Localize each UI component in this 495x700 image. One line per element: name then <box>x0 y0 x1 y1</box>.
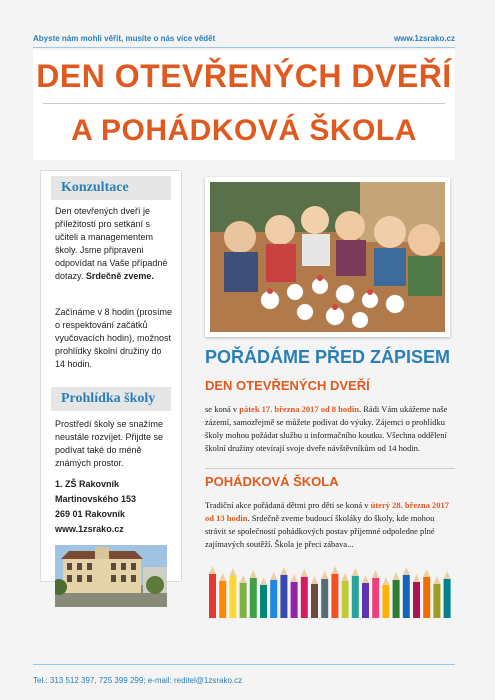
pencil-tip <box>240 575 247 583</box>
pencil-tip <box>270 572 277 580</box>
pencil-body <box>301 577 308 618</box>
section2-post: . Srdečně zveme budoucí školáky do školy, kde mohou strávit se společností pohádkových postav příjemné odpoledne plné zajímavých soutěží. Škola je přeci zábava... <box>205 513 435 549</box>
pencil-body <box>229 576 236 618</box>
pencil-body <box>250 578 257 618</box>
pencil-tip <box>321 571 328 579</box>
section1-heading: DEN OTEVŘENÝCH DVEŘÍ <box>205 378 370 393</box>
konzultace-text <box>55 205 173 283</box>
pencil-tip <box>219 573 226 581</box>
section2-heading: POHÁDKOVÁ ŠKOLA <box>205 474 339 489</box>
section1-pre: se koná v <box>205 404 238 414</box>
pencil-tip <box>393 572 400 580</box>
pencil-body <box>423 577 430 618</box>
pencil-body <box>403 575 410 618</box>
konzultace-invite: Srdečně zveme. <box>85 271 154 281</box>
address-line-1: 1. ZŠ Rakovník <box>55 479 120 489</box>
pencil-body <box>331 574 338 618</box>
pencil-body <box>219 581 226 618</box>
title-banner <box>33 50 455 160</box>
title-line-1: DEN OTEVŘENÝCH DVEŘÍ <box>36 58 452 94</box>
section-divider <box>205 468 455 469</box>
top-bar <box>33 34 455 48</box>
pencil-tip <box>372 570 379 578</box>
pencil-tip <box>413 574 420 582</box>
konzultace-body: Den otevřených dveří je příležitostí pro setkání s učiteli a managementem školy. Jsme připraveni odpovídat na Vaše případné dotazy. <box>55 206 168 281</box>
pencil-body <box>311 584 318 618</box>
pencils-illustration <box>205 558 455 618</box>
school-building-photo <box>55 545 167 607</box>
pencil-tip <box>433 576 440 584</box>
hours-text: Začínáme v 8 hodin (prosíme o respektování začátků vyučovacích hodin), možnost prohlídky školní družiny do 14 hodin. <box>55 307 173 369</box>
pencil-tip <box>362 575 369 583</box>
pencil-body <box>280 575 287 618</box>
pencil-body <box>444 579 451 618</box>
pencil-body <box>321 579 328 618</box>
title-line-2: A POHÁDKOVÁ ŠKOLA <box>71 114 417 147</box>
section2-date: úterý 28. března 2017 od 13 hodin <box>205 500 450 523</box>
pencil-tip <box>311 576 318 584</box>
pencil-tip <box>280 567 287 575</box>
pencil-tip <box>382 577 389 585</box>
main-heading: POŘÁDÁME PŘED ZÁPISEM <box>205 347 451 367</box>
pencil-body <box>362 583 369 618</box>
school-address <box>55 477 173 537</box>
address-line-2: Martinovského 153 <box>55 494 137 504</box>
pencil-body <box>433 584 440 618</box>
address-line-3: 269 01 Rakovník <box>55 509 126 519</box>
section1-post: . Rádi Vám ukážeme naše zázemí, samozřejmě se můžete podívat do výuky. Zájemci o prohlídku školy mohou požádat službu u informačního koutku. Všechna oddělení školní družiny otevírají svoje dveře návštěvníkům od 14 hodin. <box>205 404 448 453</box>
bottom-rule <box>33 664 455 665</box>
pencil-body <box>372 578 379 618</box>
pencil-body <box>291 582 298 618</box>
pencil-tip <box>209 566 216 574</box>
pencil-tip <box>423 569 430 577</box>
address-website[interactable]: www.1zsrako.cz <box>55 524 124 534</box>
footer-contact: Tel.: 313 512 397, 725 399 299; e-mail: reditel@1zsrako.cz <box>33 676 243 685</box>
section1-text <box>205 403 455 455</box>
pencil-body <box>382 585 389 618</box>
sidebar <box>40 170 182 582</box>
pencil-tip <box>229 568 236 576</box>
website-link[interactable]: www.1zsrako.cz <box>393 34 455 43</box>
section1-date: pátek 17. března 2017 od 8 hodin <box>239 404 359 414</box>
pencil-body <box>342 581 349 618</box>
section2-text <box>205 499 455 551</box>
pencil-body <box>240 583 247 618</box>
section2-pre: Tradiční akce pořádaná dětmi pro děti se koná v <box>205 500 369 510</box>
pencil-tip <box>291 574 298 582</box>
children-photo <box>205 177 450 337</box>
pencil-tip <box>352 568 359 576</box>
pencil-tip <box>403 567 410 575</box>
pencil-tip <box>301 569 308 577</box>
pencil-tip <box>444 571 451 579</box>
pencil-body <box>260 585 267 618</box>
pencil-body <box>270 580 277 618</box>
pencil-tip <box>250 570 257 578</box>
pencil-tip <box>260 577 267 585</box>
pencil-body <box>393 580 400 618</box>
title-divider <box>43 103 445 104</box>
pencil-body <box>413 582 420 618</box>
prohlidka-text: Prostředí školy se snažíme neustále rozvíjet. Přijdte se podívat také do méně známých prostor. <box>55 419 164 468</box>
konzultace-heading: Konzultace <box>51 176 171 200</box>
tagline: Abyste nám mohli věřit, musíte o nás více vědět <box>33 34 216 43</box>
prohlidka-heading: Prohlídka školy <box>51 387 171 411</box>
pencil-tip <box>331 566 338 574</box>
pencil-body <box>352 576 359 618</box>
pencil-body <box>209 574 216 618</box>
pencil-tip <box>342 573 349 581</box>
top-rule <box>33 47 455 48</box>
